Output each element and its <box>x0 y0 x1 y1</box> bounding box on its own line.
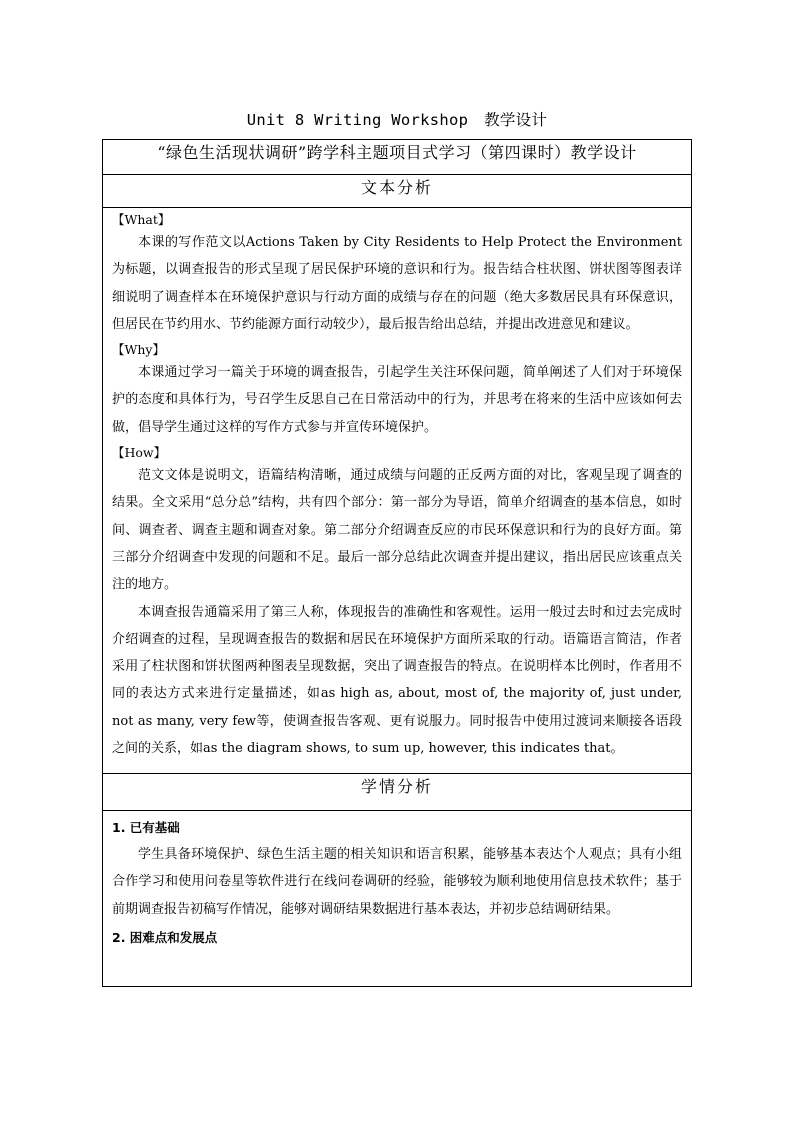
difficulty-label: 2. 困难点和发展点 <box>112 929 218 945</box>
learner-analysis-body <box>103 811 692 987</box>
how-paragraph-1: 范文文体是说明文，语篇结构清晰，通过成绩与问题的正反两方面的对比，客观呈现了调查的结果。全文采用“总分总”结构，共有四个部分：第一部分为导语，简单介绍调查的基本信息，如时间、调查者、调查主题和调查对象。第二部分介绍调查反应的市民环保意识和行为的良好方面。第三部分介绍调查中发现的问题和不足。最后一部分总结此次调查并提出建议，指出居民应该重点关注的地方。 <box>112 468 682 593</box>
course-title: “绿色生活现状调研”跨学科主题项目式学习（第四课时）教学设计 <box>103 140 692 175</box>
lesson-plan-table <box>102 139 692 987</box>
text-analysis-body <box>103 208 692 774</box>
why-paragraph: 本课通过学习一篇关于环境的调查报告，引起学生关注环保问题，简单阐述了人们对于环境保护的态度和具体行为，号召学生反思自己在日常活动中的行为，并思考在将来的生活中应该如何去做，倡导学生通过这样的写作方式参与并宣传环境保护。 <box>112 365 682 435</box>
how-label: 【How】 <box>112 445 167 461</box>
how-paragraph-2: 本调查报告通篇采用了第三人称，体现报告的准确性和客观性。运用一般过去时和过去完成时介绍调查的过程，呈现调查报告的数据和居民在环境保护方面所采取的行动。语篇语言简洁，作者采用了柱状图和饼状图两种图表呈现数据，突出了调查报告的特点。在说明样本比例时，作者用不同的表达方式来进行定量描述，如as high as, about, most of, the majority of, just under, not as many, very few等，使调查报告客观、更有说服力。同时报告中使用过渡词来顺接各语段之间的关系，如as the diagram shows, to sum up, however, this indicates that。 <box>112 604 682 757</box>
what-label: 【What】 <box>112 212 171 227</box>
text-analysis-heading: 文本分析 <box>103 175 692 208</box>
why-label: 【Why】 <box>112 342 165 358</box>
existing-basis-label: 1. 已有基础 <box>112 820 180 835</box>
existing-basis-paragraph: 学生具备环境保护、绿色生活主题的相关知识和语言积累，能够基本表达个人观点；具有小组合作学习和使用问卷星等软件进行在线问卷调研的经验，能够较为顺利地使用信息技术软件；基于前期调查报告初稿写作情况，能够对调研结果数据进行基本表达，并初步总结调研结果。 <box>112 847 682 917</box>
document-title: Unit 8 Writing Workshop 教学设计 <box>246 111 548 129</box>
learner-analysis-heading: 学情分析 <box>103 774 692 811</box>
what-paragraph: 本课的写作范文以Actions Taken by City Residents to Help Protect the Environment为标题，以调查报告的形式呈现了居民保护环境的意识和行为。报告结合柱状图、饼状图等图表详细说明了调查样本在环境保护意识与行动方面的成绩与存在的问题（绝大多数居民具有环保意识，但居民在节约用水、节约能源方面行动较少），最后报告给出总结，并提出改进意见和建议。 <box>112 235 682 332</box>
